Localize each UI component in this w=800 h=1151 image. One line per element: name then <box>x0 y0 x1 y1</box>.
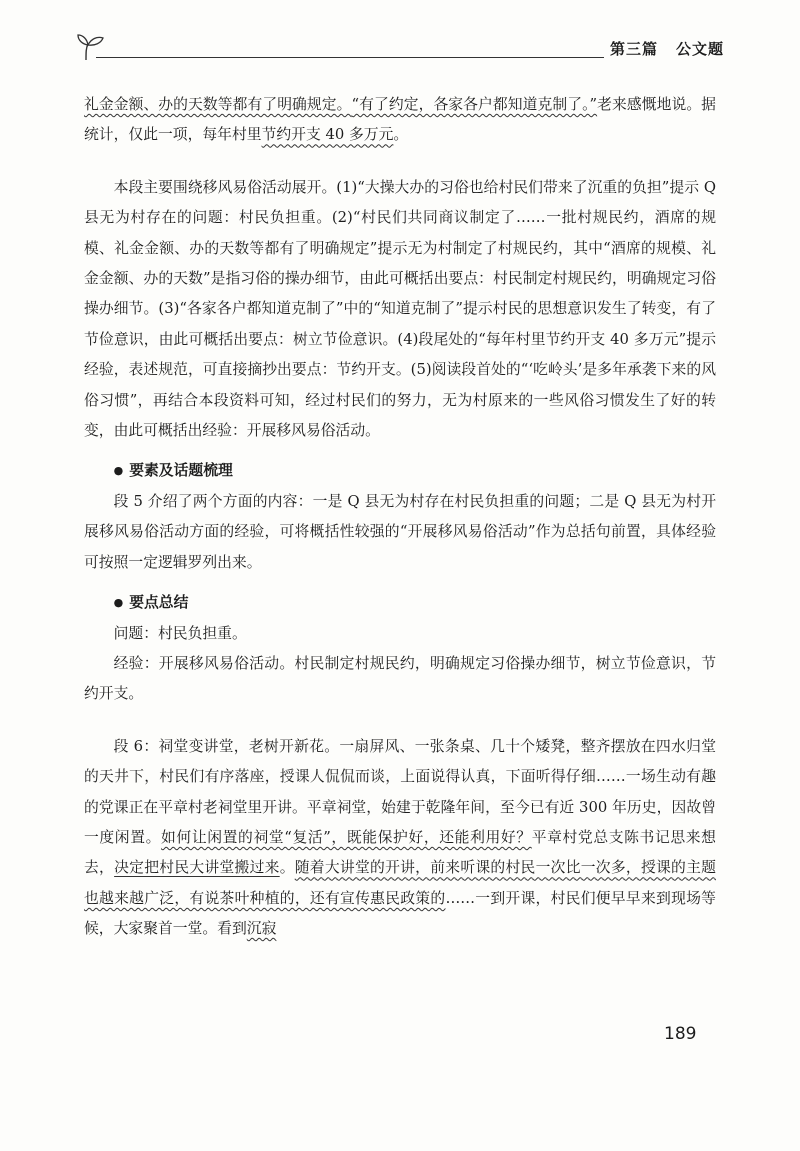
sprout-icon <box>74 30 108 64</box>
section-heading-summary: ● 要点总结 <box>113 594 189 612</box>
summary-experience: 经验：开展移风易俗活动。村民制定村规民约，明确规定习俗操办细节，树立节俭意识，节约开支。 <box>84 654 716 703</box>
wavy-underlined-experience: 随着大讲堂的开讲，前来听课的村民一次比一次多，授课的主题也越来越广泛，有说茶叶种植的，还有宣传惠民政策的 <box>84 859 716 907</box>
section-label: 公文题 <box>676 40 725 58</box>
chapter-label: 第三篇 <box>610 40 659 58</box>
wavy-underlined-quote: “有了约定，各家各户都知道克制了。” <box>351 96 598 113</box>
plain-text: 老来感慨地说。据统计，仅此一项，每年村里 <box>84 96 716 144</box>
source-paragraph-6 <box>84 732 716 945</box>
wavy-underlined-text: 礼金金额、办的天数等都有了明确规定。 <box>84 96 352 113</box>
page-header <box>74 30 724 66</box>
analysis-paragraph: 本段主要围绕移风易俗活动展开。(1)“大操大办的习俗也给村民们带来了沉重的负担”提示 Q 县无为村存在的问题：村民负担重。(2)“村民们共同商议制定了……一批村规民约，酒席的规模、礼金金额、办的天数等都有了明确规定”提示无为村制定了村规民约，其中“酒席的规模、礼金金额、办的天数”是指习俗的操办细节，由此可概括出要点：村民制定村规民约，明确规定习俗操办细节。(3)“各家各户都知道克制了”中的“知道克制了”提示村民的思想意识发生了转变，有了节俭意识，由此可概括出要点：树立节俭意识。(4)段尾处的“每年村里节约开支 40 多万元”提示经验，表述规范，可直接摘抄出要点：节约开支。(5)阅读段首处的“‘吃岭头’是多年承袭下来的风俗习惯”，再结合本段资料可知，经过村民们的努力，无为村原来的一些风俗习惯发生了好的转变，由此可概括出经验：开展移风易俗活动。 <box>84 178 716 440</box>
wavy-underlined-figure: 节约开支 40 多万元 <box>261 126 394 144</box>
bullet-icon: ● <box>113 464 124 478</box>
header-title <box>610 38 724 59</box>
summary-problem: 问题：村民负担重。 <box>113 624 247 642</box>
plain-text: 。 <box>393 126 409 144</box>
elements-paragraph: 段 5 介绍了两个方面的内容：一是 Q 县无为村存在村民负担重的问题；二是 Q 县无为村开展移风易俗活动方面的经验，可将概括性较强的“开展移风易俗活动”作为总括句前置，具体经验可按照一定逻辑罗列出来。 <box>84 492 716 571</box>
plain-text: 平章村党总支陈书记思来想去， <box>84 828 716 877</box>
plain-text: 段 6：祠堂变讲堂，老树开新花。一扇屏风、一张条桌、几十个矮凳，整齐摆放在四水归堂的天井下，村民们有序落座，授课人侃侃而谈，上面说得认真，下面听得仔细……一场生动有趣的党课正在平章村老祠堂里开讲。平章祠堂，始建于乾隆年间，至今已有近 300 年历史，因故曾一度闲置。 <box>84 737 716 846</box>
header-rule <box>96 57 604 58</box>
underlined-decision: 决定把村民大讲堂搬过来 <box>114 859 280 877</box>
wavy-underlined-question: 如何让闲置的祠堂“复活”，既能保护好，还能利用好？ <box>161 828 532 846</box>
wavy-underlined-word: 沉寂 <box>246 920 277 938</box>
page-number: 189 <box>664 1024 697 1044</box>
bullet-icon: ● <box>113 596 124 610</box>
plain-text: 。 <box>279 859 295 877</box>
source-paragraph-5-end <box>84 90 716 151</box>
page-body <box>84 90 716 945</box>
section-heading-elements: ● 要素及话题梳理 <box>113 462 233 480</box>
plain-text: ……一到开课，村民们便早早来到现场等候，大家聚首一堂。看到 <box>84 889 716 938</box>
